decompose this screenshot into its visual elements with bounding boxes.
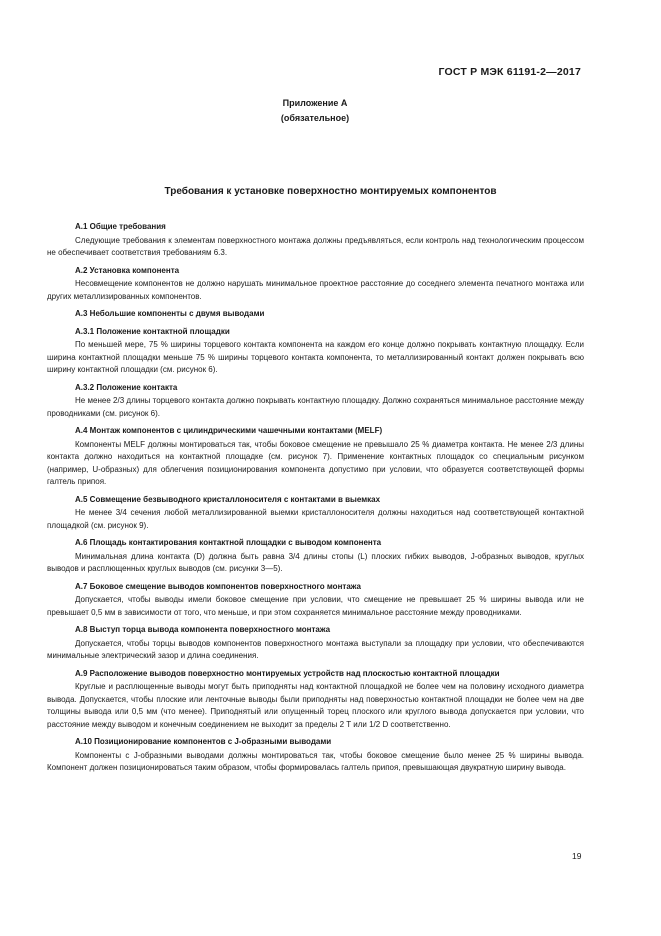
section-heading: А.3.1 Положение контактной площадки [75, 326, 230, 336]
section-heading: А.8 Выступ торца вывода компонента поверхностного монтажа [75, 625, 331, 634]
section-body: Компоненты с J-образными выводами должны монтироваться так, чтобы боковое смещение было менее 25 % ширины вывода. Компонент должен позиционироваться таким образом, чтобы формировалась галтель припоя, превышающая двукратную ширину вывода. [47, 750, 584, 772]
section-body: Допускается, чтобы выводы имели боковое смещение при условии, что смещение не превышает 25 % ширины вывода или не превышает 0,5 мм в зависимости от того, что меньше, и при этом сохраняется минимальное расстояние между проводниками. [47, 595, 584, 617]
section-body: Компоненты MELF должны монтироваться так, чтобы боковое смещение не превышало 25 % диаметра контакта. Не менее 2/3 длины контакта должно находиться на контактной площадке (см. рисунок 7). Применение контактных площадок со специальным рисунком (например, U-образных) для облегчения позиционирования компонента допустимо при условии, что образуется соответствующей формы галтель припоя. [47, 439, 584, 486]
annex-status: (обязательное) [280, 113, 350, 123]
section-heading: А.7 Боковое смещение выводов компонентов поверхностного монтажа [75, 581, 361, 591]
document-body [47, 216, 584, 775]
section-heading: А.3 Небольшие компоненты с двумя выводами [75, 309, 265, 318]
page-number: 19 [572, 851, 582, 861]
section-heading: А.2 Установка компонента [75, 265, 180, 275]
section-body: Не менее 3/4 сечения любой металлизированной выемки кристаллоносителя должны находиться над соответствующей контактной площадкой (см. рисунок 9). [47, 508, 584, 530]
annex-title: Требования к установке поверхностно монтируемых компонентов [164, 186, 497, 197]
section-heading: А.6 Площадь контактирования контактной площадки с выводом компонента [75, 538, 382, 547]
section-heading: А.4 Монтаж компонентов с цилиндрическими чашечными контактами (MELF) [75, 426, 383, 435]
section-body: По меньшей мере, 75 % ширины торцевого контакта компонента на каждом его конце должно покрывать контактную площадку. Если ширина контактной площадки меньше 75 % ширины торцевого контакта компонента, то металлизированный контакт должен покрывать всю ширину контактной площадки (см. рисунок 6). [47, 340, 584, 374]
section-heading: А.3.2 Положение контакта [75, 382, 178, 392]
section-heading: А.5 Совмещение безвыводного кристаллоносителя с контактами в выемках [75, 494, 381, 504]
annex-label: Приложение А [282, 98, 348, 108]
section-body: Несовмещение компонентов не должно нарушать минимальное проектное расстояние до соседнего элемента печатного монтажа или других металлизированных компонентов. [47, 279, 584, 301]
section-body: Минимальная длина контакта (D) должна быть равна 3/4 длины стопы (L) плоских гибких выводов, J-образных выводов, круглых выводов и расплющенных круглых выводов (см. рисунки 3—5). [47, 551, 584, 573]
section-body: Следующие требования к элементам поверхностного монтажа должны предъявляться, если контроль над технологическим процессом не обеспечивает соответствия требованиям 6.3. [47, 235, 584, 257]
annex-block [0, 96, 630, 126]
section-body: Круглые и расплющенные выводы могут быть приподняты над контактной площадкой не более чем на половину исходного диаметра вывода. Допускается, чтобы плоские или ленточные выводы были приподняты над поверхностью контактной площадки не более чем на две толщины вывода или 0,5 мм (что менее). Приподнятый или опущенный торец плоского или круглого вывода допускается при условии, что расстояние между выводом и конечным соединением не выходит за пределы 2 T или 1/2 D соответственно. [47, 682, 584, 729]
section-heading: А.9 Расположение выводов поверхностно монтируемых устройств над плоскостью контактной площадки [75, 668, 500, 678]
standard-header: ГОСТ Р МЭК 61191-2—2017 [438, 66, 581, 78]
section-body: Допускается, чтобы торцы выводов компонентов поверхностного монтажа выступали за площадку при условии, что обеспечиваются минимальные электрический зазор и длина соединения. [47, 638, 584, 660]
section-body: Не менее 2/3 длины торцевого контакта должно покрывать контактную площадку. Должно сохраняться минимальное расстояние между проводниками (см. рисунок 6). [47, 396, 584, 418]
section-heading: А.1 Общие требования [75, 222, 166, 231]
section-heading: А.10 Позиционирование компонентов с J-образными выводами [75, 737, 332, 746]
